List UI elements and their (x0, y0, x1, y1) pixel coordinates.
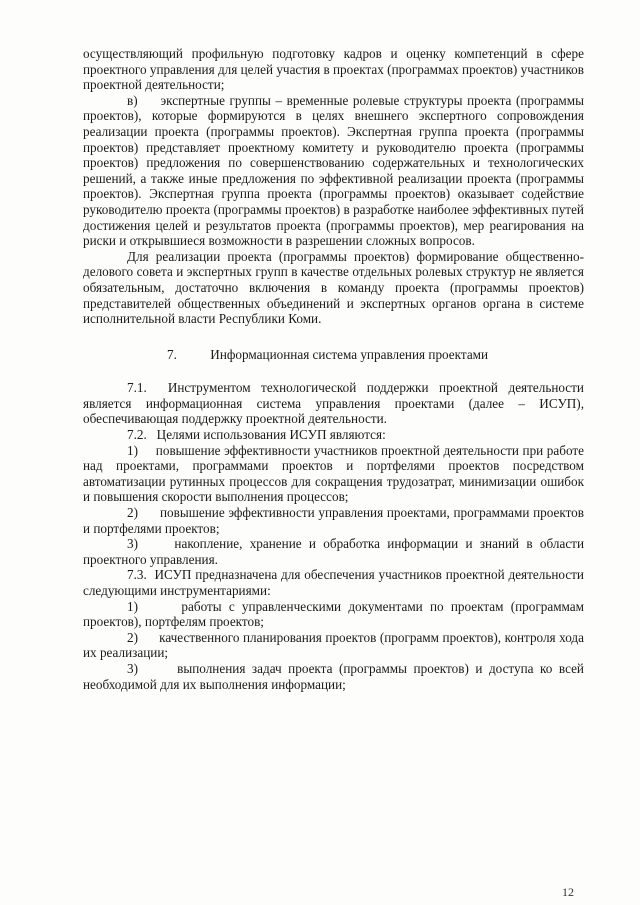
list-item: 2) качественного планирования проектов (программ проектов), контроля хода их реализации; (83, 629, 584, 661)
paragraph: осуществляющий профильную подготовку кадров и оценку компетенций в сфере проектного управления для целей участия в проектах (программах проектов) участников проектной деятельности; (83, 46, 584, 93)
list-item: 2) повышение эффективности управления проектами, программами проектов и портфелями проектов; (83, 505, 584, 536)
list-item: в) экспертные группы – временные ролевые структуры проекта (программы проектов), которые формируются в целях внешнего экспертного сопровождения реализации проекта (программы проектов). Экспертная группа проекта (программы проектов) представляет проектному комитету и руководителю проекта (программы проектов) предложения по совершенствованию содержательных и технологических решений, а также иные предложения по эффективной реализации проекта (программы проектов). Экспертная группа проекта (программы проектов) оказывает содействие руководителю проекта (программы проектов) в разработке наиболее эффективных путей достижения целей и результатов проекта (программы проектов), мер реагирования на риски и открывшиеся возможности в разрешении сложных вопросов. (83, 92, 584, 249)
section-title: Информационная система управления проектами (210, 346, 489, 362)
section-number: 7. (167, 346, 177, 362)
paragraph: 7.1. Инструментом технологической поддержки проектной деятельности является информационная система управления проектами (далее – ИСУП), обеспечивающая поддержку проектной деятельности. (83, 380, 584, 427)
list-item: 3) выполнения задач проекта (программы проектов) и доступа ко всей необходимой для их выполнения информации; (83, 660, 584, 692)
section-heading (83, 347, 584, 363)
paragraph: 7.2. Целями использования ИСУП являются: (127, 427, 386, 443)
list-item: 3) накопление, хранение и обработка информации и знаний в области проектного управления. (83, 536, 584, 567)
paragraph: 7.3. ИСУП предназначена для обеспечения участников проектной деятельности следующими инструментариями: (83, 567, 584, 598)
text-block-before (83, 46, 584, 327)
list-item: 1) повышение эффективности участников проектной деятельности при работе над проектами, программами проектов и портфелями проектов посредством автоматизации рутинных процессов для сокращения трудозатрат, минимизации ошибок и повышения скорости выполнения процессов; (83, 442, 584, 505)
text-block-after (83, 380, 584, 692)
list-item: 1) работы с управленческими документами по проектам (программам проектов), портфелям проектов; (83, 598, 584, 630)
page-number: 12 (562, 885, 574, 900)
paragraph: Для реализации проекта (программы проектов) формирование общественно-делового совета и экспертных групп в качестве отдельных ролевых структур не является обязательным, достаточно включения в команду проекта (программы проектов) представителей общественных объединений и экспертных органов органа в системе исполнительной власти Республики Коми. (83, 248, 584, 327)
